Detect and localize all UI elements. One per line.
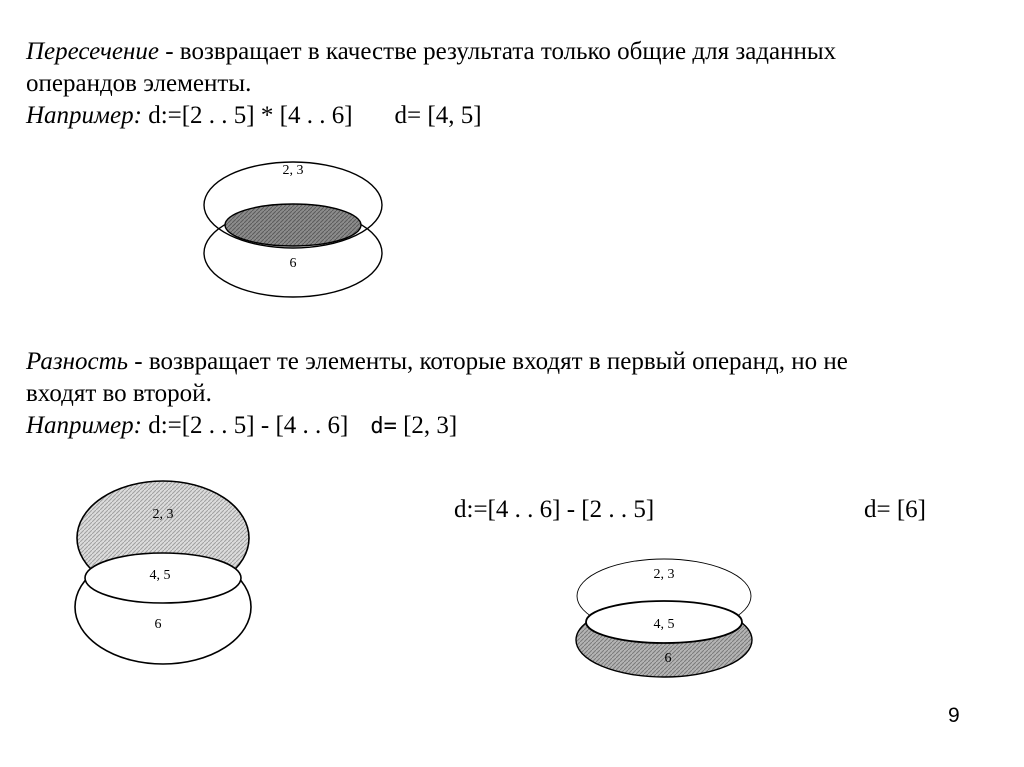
label-2-3: 2, 3 xyxy=(282,163,304,178)
label-2-3: 2, 3 xyxy=(653,567,675,582)
label-2-3: 2, 3 xyxy=(152,507,174,522)
difference-venn-diagram xyxy=(72,478,258,668)
intersection-definition-line1 xyxy=(26,36,836,68)
difference2-example-expr: d:=[4 . . 6] - [2 . . 5] xyxy=(454,496,655,523)
intersection-section xyxy=(26,36,836,132)
difference-example-expr: d:=[2 . . 5] - [4 . . 6] xyxy=(141,412,349,439)
page-number: 9 xyxy=(948,704,960,727)
label-4-5: 4, 5 xyxy=(149,568,171,583)
difference-section xyxy=(26,346,848,443)
label-6: 6 xyxy=(154,617,162,632)
difference-example-result: [2, 3] xyxy=(396,412,458,439)
intersection-example-label: Например: xyxy=(26,102,142,129)
difference-definition-line2: входят во второй. xyxy=(26,380,212,407)
difference-definition-line1 xyxy=(26,346,848,378)
label-6: 6 xyxy=(289,256,297,271)
intersection-term: Пересечение xyxy=(26,38,159,65)
difference-definition-text: - возвращает те элементы, которые входят в первый операнд, но не xyxy=(128,348,848,375)
intersection-example-expr: d:=[2 . . 5] * [4 . . 6] xyxy=(141,102,353,129)
label-4-5: 4, 5 xyxy=(653,617,675,632)
intersection-example-result: d= [4, 5] xyxy=(394,102,482,129)
intersection-definition-text: - возвращает в качестве результата только общие для заданных xyxy=(158,38,837,65)
difference-term: Разность xyxy=(26,348,129,375)
difference2-example-result: d= [6] xyxy=(864,496,926,523)
difference2-venn-diagram xyxy=(572,554,758,682)
difference-example-result-prefix: d= xyxy=(370,414,397,439)
intersection-example xyxy=(26,100,836,132)
difference-example xyxy=(26,410,848,443)
label-6: 6 xyxy=(664,651,672,666)
difference-example-label: Например: xyxy=(26,412,142,439)
intersection-region xyxy=(225,204,361,246)
intersection-definition-line2: операндов элементы. xyxy=(26,70,252,97)
intersection-venn-diagram xyxy=(200,155,390,303)
